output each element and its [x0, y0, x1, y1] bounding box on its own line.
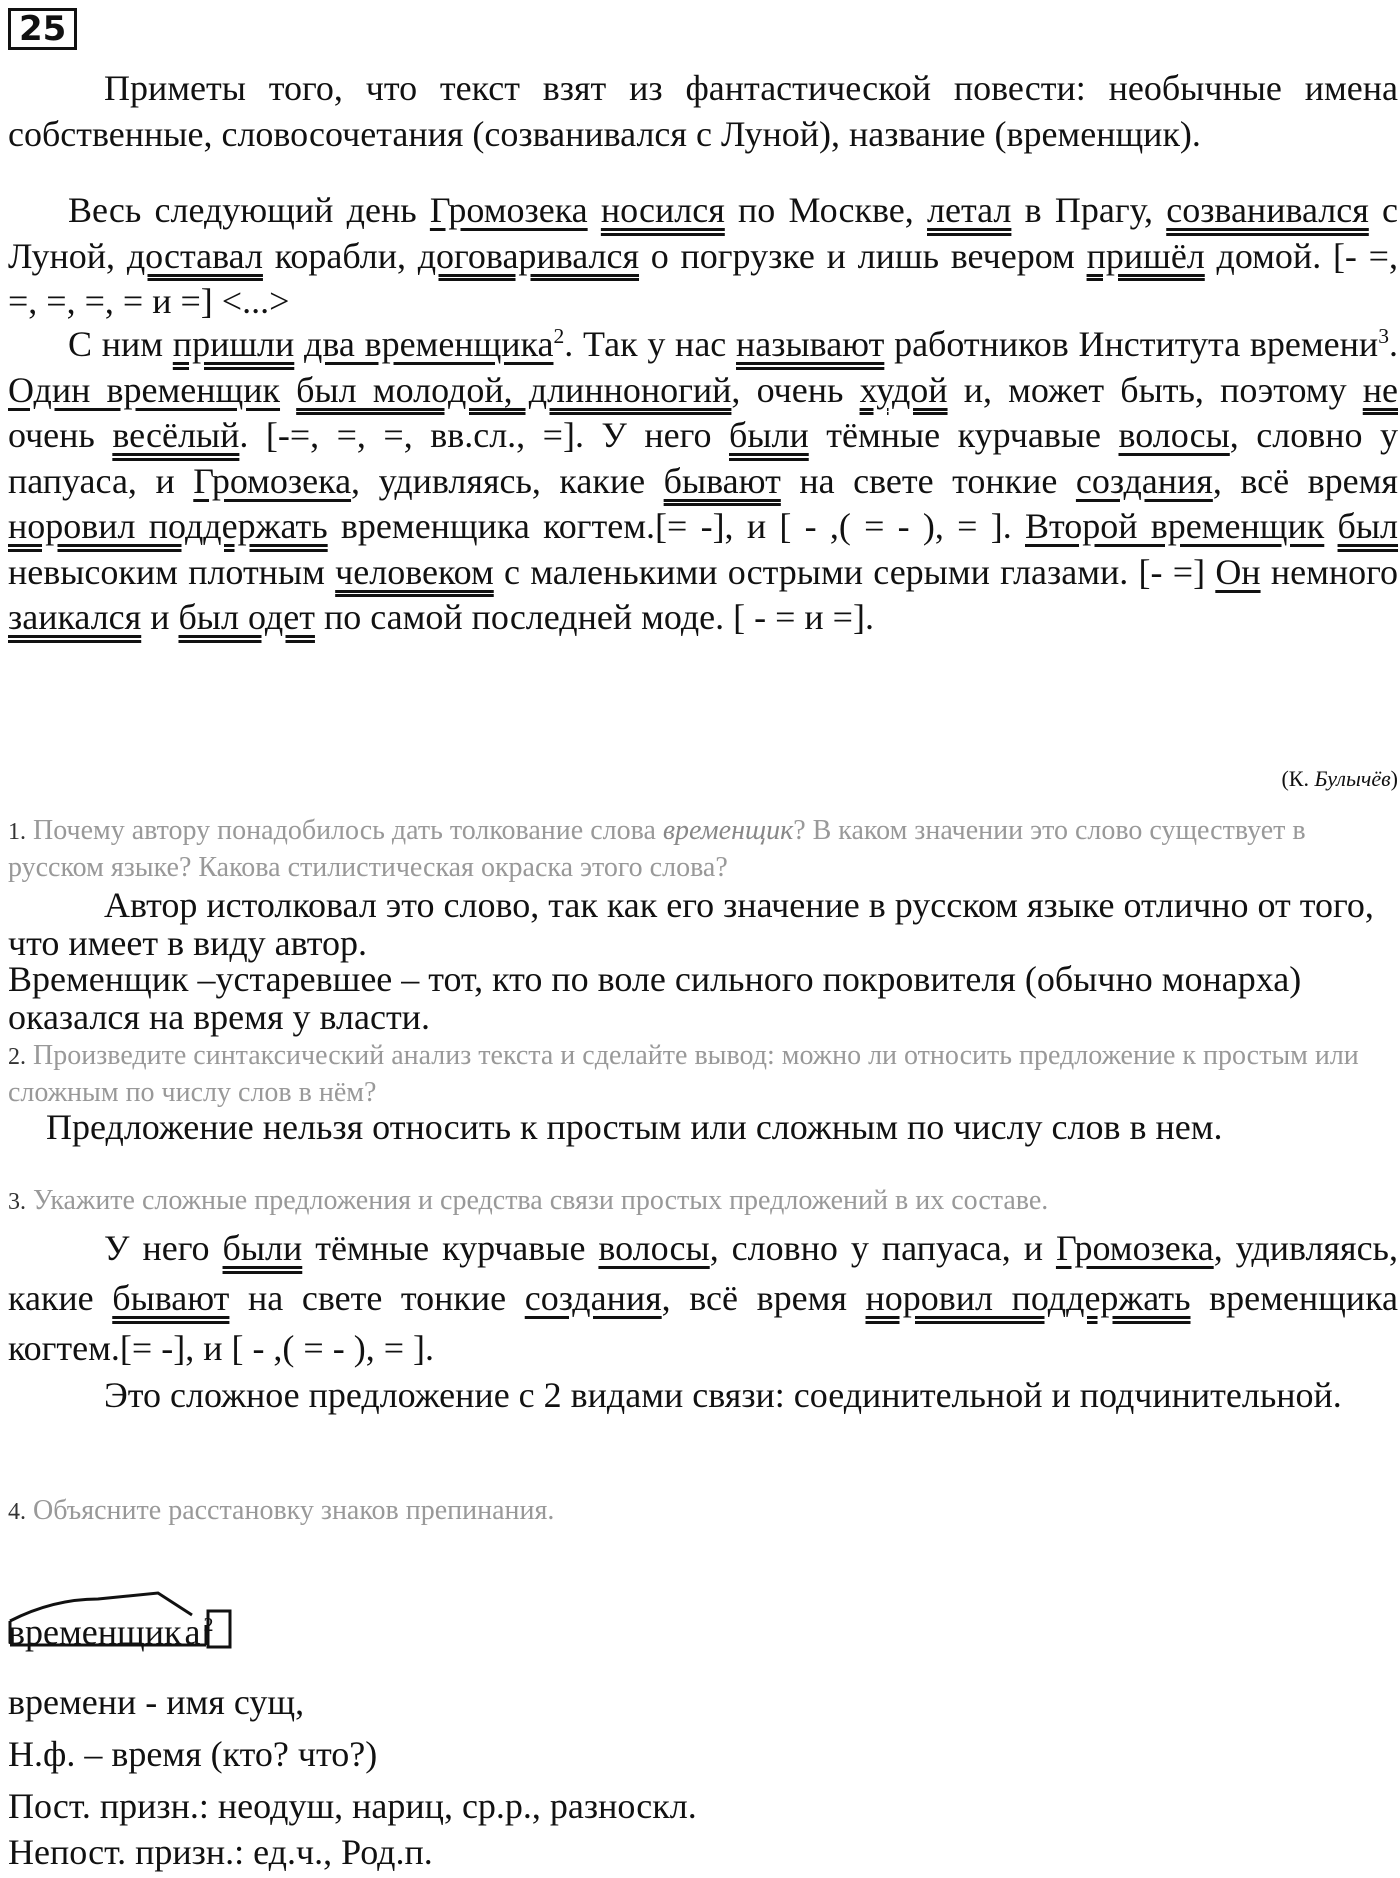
- answer-3-conclusion: Это сложное предложение с 2 видами связи: соединительной и подчинительной.: [104, 1375, 1342, 1415]
- answer-2: Предложение нельзя относить к простым или сложным по числу слов в нем.: [46, 1107, 1223, 1147]
- predicate: норовил поддержать: [865, 1278, 1191, 1318]
- predicate: носился: [600, 190, 725, 230]
- author-attribution: (К. Булычёв): [1281, 766, 1398, 791]
- footnote-mark: 2: [553, 324, 565, 348]
- predicate: договаривался: [417, 235, 640, 276]
- predicate: человеком: [335, 551, 494, 592]
- subject: создания: [524, 1278, 662, 1318]
- predicate: были: [222, 1228, 303, 1268]
- subject: волосы: [598, 1228, 710, 1268]
- question-1: 1. Почему автору понадобилось дать толкование слова временщик? В каком значении это слово существует в русском языке? Какова стилистическая окраска этого слова?: [8, 815, 1306, 883]
- subject: Второй временщик: [1025, 506, 1325, 546]
- exercise-number: 25: [8, 8, 77, 50]
- predicate: заикался: [8, 597, 142, 637]
- answer-1-line-1: Автор истолковал это слово, так как его значение в русском языке отлично от того, что имеет в виду автор.: [8, 885, 1374, 963]
- footnote-mark: 3: [1378, 324, 1389, 348]
- predicate: пришли: [172, 324, 295, 364]
- predicate: бывают: [663, 460, 781, 501]
- text-paragraph-1: Весь следующий день Громозека носился по Москве, летал в Прагу, созванивался с Луной, доставал корабли, договаривался о погрузке и лишь вечером пришёл домой. [- =, =, =, =, = и =] <...>: [8, 190, 1399, 321]
- predicate: бывают: [112, 1278, 230, 1318]
- subject: создания: [1075, 460, 1213, 501]
- answer-3-sentence: У него были тёмные курчавые волосы, словно у папуаса, и Громозека, удивляясь, какие бывают на свете тонкие создания, всё время норовил поддержать временщика когтем.[= -], и [ - ,( = - ), = ].: [8, 1228, 1398, 1368]
- subject: Громозека: [429, 190, 588, 230]
- subject: Он: [1215, 551, 1261, 592]
- question-4: 4. Объясните расстановку знаков препинания.: [8, 1495, 555, 1526]
- morph-line-1: времени - имя сущ,: [8, 1682, 305, 1722]
- predicate: норовил поддержать: [8, 506, 328, 546]
- morpheme-analysis-word: [8, 1583, 248, 1653]
- predicate: худой: [859, 369, 948, 410]
- morph-line-2: Н.ф. – время (кто? что?): [8, 1734, 378, 1774]
- predicate: были: [729, 415, 809, 455]
- predicate: созванивался: [1166, 190, 1369, 230]
- predicate: летал: [927, 190, 1012, 230]
- text-paragraph-2: С ним пришли два временщика$^2$. Так у нас называют работников Института времени$^3$. Один временщик был молодой, длинноногий, очень худой и, может быть, поэтому не очень весёлый. [-=, =, =, вв.сл., =]. У него были тёмные курчавые волосы, словно у папуаса, и Громозека, удивляясь, какие бывают на свете тонкие создания, всё время норовил поддержать временщика когтем.[= -], и [ - ,( = - ), = ]. Второй временщик был невысоким плотным человеком с маленькими острыми серыми глазами. [- =] Он немного заикался и был одет по самой последней моде. [ - = и =].: [8, 324, 1399, 637]
- morph-line-4: Непост. призн.: ед.ч., Род.п.: [8, 1832, 433, 1872]
- predicate: был одет: [178, 597, 315, 637]
- predicate: был: [1337, 506, 1399, 546]
- morpheme-word-text: временщика $^2$: [8, 1612, 214, 1652]
- predicate: доставал: [126, 235, 263, 276]
- intro-paragraph: Приметы того, что текст взят из фантастической повести: необычные имена собственные, словосочетания (созванивался с Луной), название (временщик).: [8, 68, 1398, 154]
- predicate: был молодой, длинноногий: [296, 369, 732, 410]
- subject: волосы: [1118, 415, 1230, 455]
- answer-1-line-2: Временщик –устаревшее – тот, кто по воле сильного покровителя (обычно монарха) оказался на время у власти.: [8, 959, 1302, 1037]
- predicate: называют: [736, 324, 885, 364]
- predicate: пришёл: [1086, 235, 1205, 276]
- question-2: 2. Произведите синтаксический анализ текста и сделайте вывод: можно ли относить предложение к простым или сложным по числу слов в нём?: [8, 1040, 1359, 1108]
- morph-line-3: Пост. призн.: неодуш, нариц, ср.р., разноскл.: [8, 1786, 697, 1826]
- subject: Один временщик: [8, 369, 281, 410]
- question-3: 3. Укажите сложные предложения и средства связи простых предложений в их составе.: [8, 1185, 1049, 1216]
- predicate: не: [1362, 369, 1398, 410]
- subject: Громозека: [1055, 1228, 1214, 1268]
- predicate: весёлый: [112, 415, 240, 455]
- subject: Громозека: [193, 460, 352, 501]
- subject: два временщика: [304, 324, 554, 364]
